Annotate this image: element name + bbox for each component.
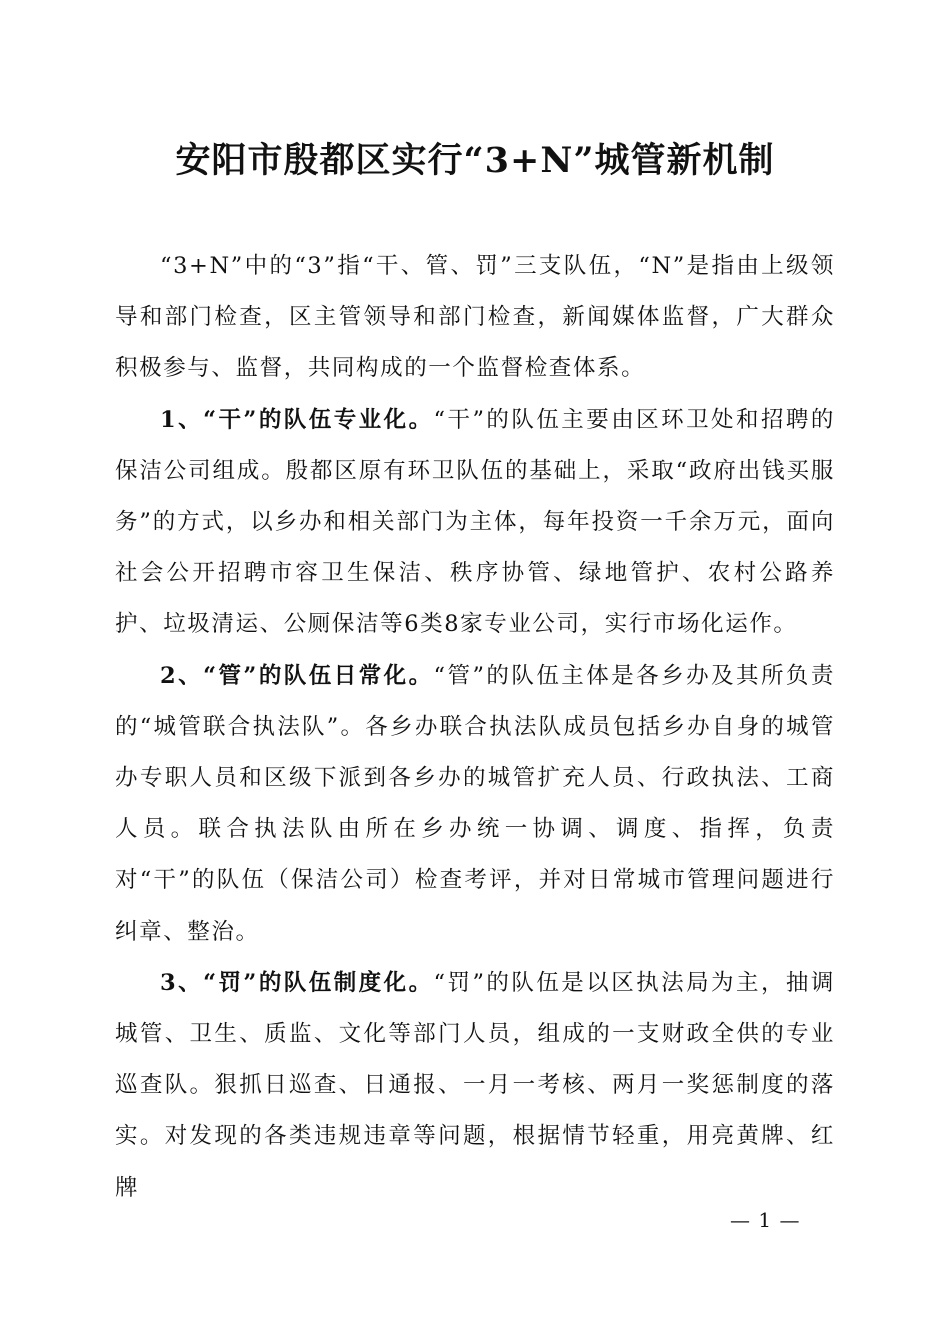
section-heading-2: 2、“管”的队伍日常化。 <box>160 662 434 689</box>
section-paragraph-3 <box>115 958 835 1214</box>
page-number: — 1 — <box>730 1208 801 1232</box>
section-text-2: “管”的队伍主体是各乡办及其所负责的“城管联合执法队”。各乡办联合执法队成员包括乡办自身的城管办专职人员和区级下派到各乡办的城管扩充人员、行政执法、工商人员。联合执法队由所在乡办统一协调、调度、指挥，负责对“干”的队伍（保洁公司）检查考评，并对日常城市管理问题进行纠章、整治。 <box>115 662 835 945</box>
section-paragraph-2 <box>115 651 835 958</box>
section-heading-3: 3、“罚”的队伍制度化。 <box>160 969 434 996</box>
document-body <box>115 241 835 1214</box>
document-title: 安阳市殷都区实行“3+N”城管新机制 <box>175 140 775 181</box>
section-text-3: “罚”的队伍是以区执法局为主，抽调城管、卫生、质监、文化等部门人员，组成的一支财政全供的专业巡查队。狠抓日巡查、日通报、一月一考核、两月一奖惩制度的落实。对发现的各类违规违章等问题，根据情节轻重，用亮黄牌、红牌 <box>115 969 835 1201</box>
section-text-1: “干”的队伍主要由区环卫处和招聘的保洁公司组成。殷都区原有环卫队伍的基础上，采取“政府出钱买服务”的方式，以乡办和相关部门为主体，每年投资一千余万元，面向社会公开招聘市容卫生保洁、秩序协管、绿地管护、农村公路养护、垃圾清运、公厕保洁等6类8家专业公司，实行市场化运作。 <box>115 406 835 638</box>
intro-paragraph: “3+N”中的“3”指“干、管、罚”三支队伍，“N”是指由上级领导和部门检查，区主管领导和部门检查，新闻媒体监督，广大群众积极参与、监督，共同构成的一个监督检查体系。 <box>115 253 835 382</box>
section-heading-1: 1、“干”的队伍专业化。 <box>160 406 434 433</box>
section-paragraph-1 <box>115 395 835 651</box>
